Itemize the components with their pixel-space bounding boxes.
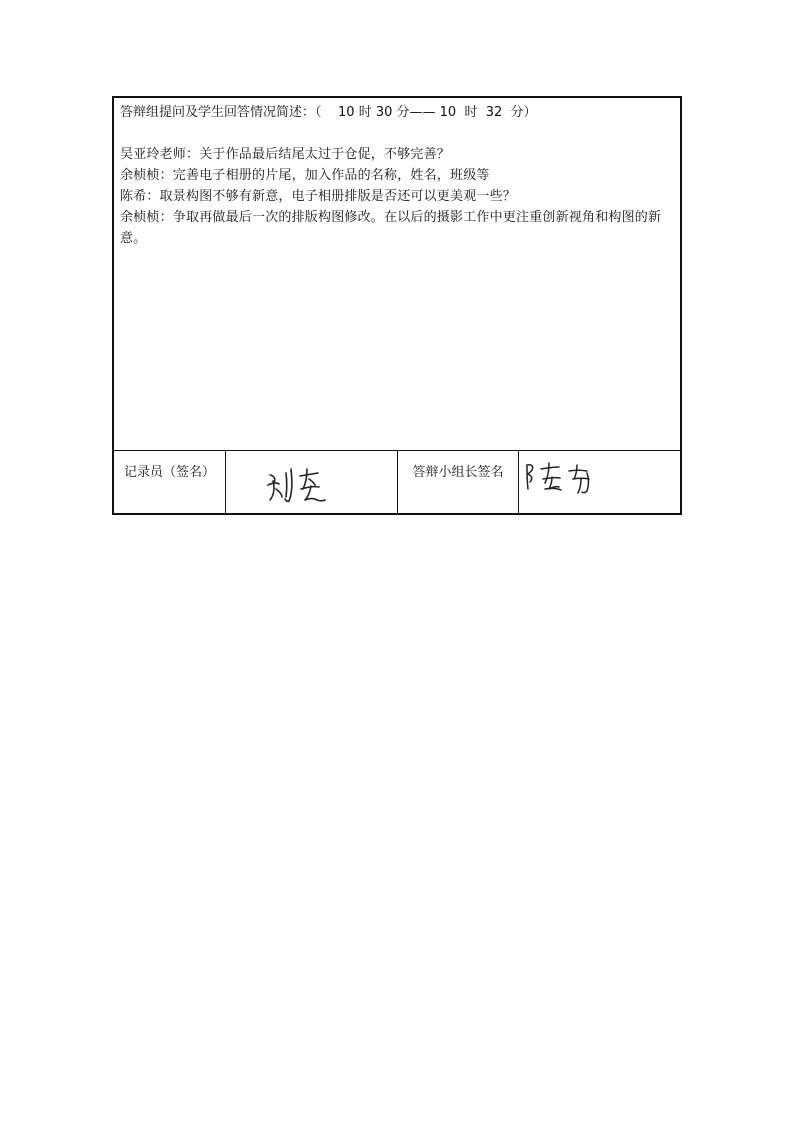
recorder-handwritten-signature [226, 451, 398, 515]
defense-record-table [112, 96, 682, 515]
qa-line-4: 余桢桢：争取再做最后一次的排版构图修改。在以后的摄影工作中更注重创新视角和构图的新意。 [120, 210, 662, 246]
qa-line-2: 余桢桢：完善电子相册的片尾，加入作品的名称，姓名，班级等 [120, 168, 490, 183]
blank-line [120, 123, 674, 144]
leader-label-cell [398, 451, 519, 513]
leader-signature-cell [519, 451, 680, 513]
qa-line-1: 吴亚玲老师：关于作品最后结尾太过于仓促，不够完善？ [120, 147, 451, 162]
recorder-label: 记录员（签名） [123, 465, 215, 480]
qa-line-3: 陈希：取景构图不够有新意，电子相册排版是否还可以更美观一些？ [120, 189, 517, 204]
recorder-label-cell [114, 451, 226, 513]
recorder-signature-cell [226, 451, 398, 513]
qa-section-header: 答辩组提问及学生回答情况简述：（ 10 时 30 分—— 10 时 32 分） [120, 105, 537, 120]
leader-handwritten-signature [519, 451, 679, 515]
qa-summary-section [114, 98, 680, 451]
signature-row [114, 451, 680, 513]
leader-label: 答辩小组长签名 [412, 465, 504, 480]
